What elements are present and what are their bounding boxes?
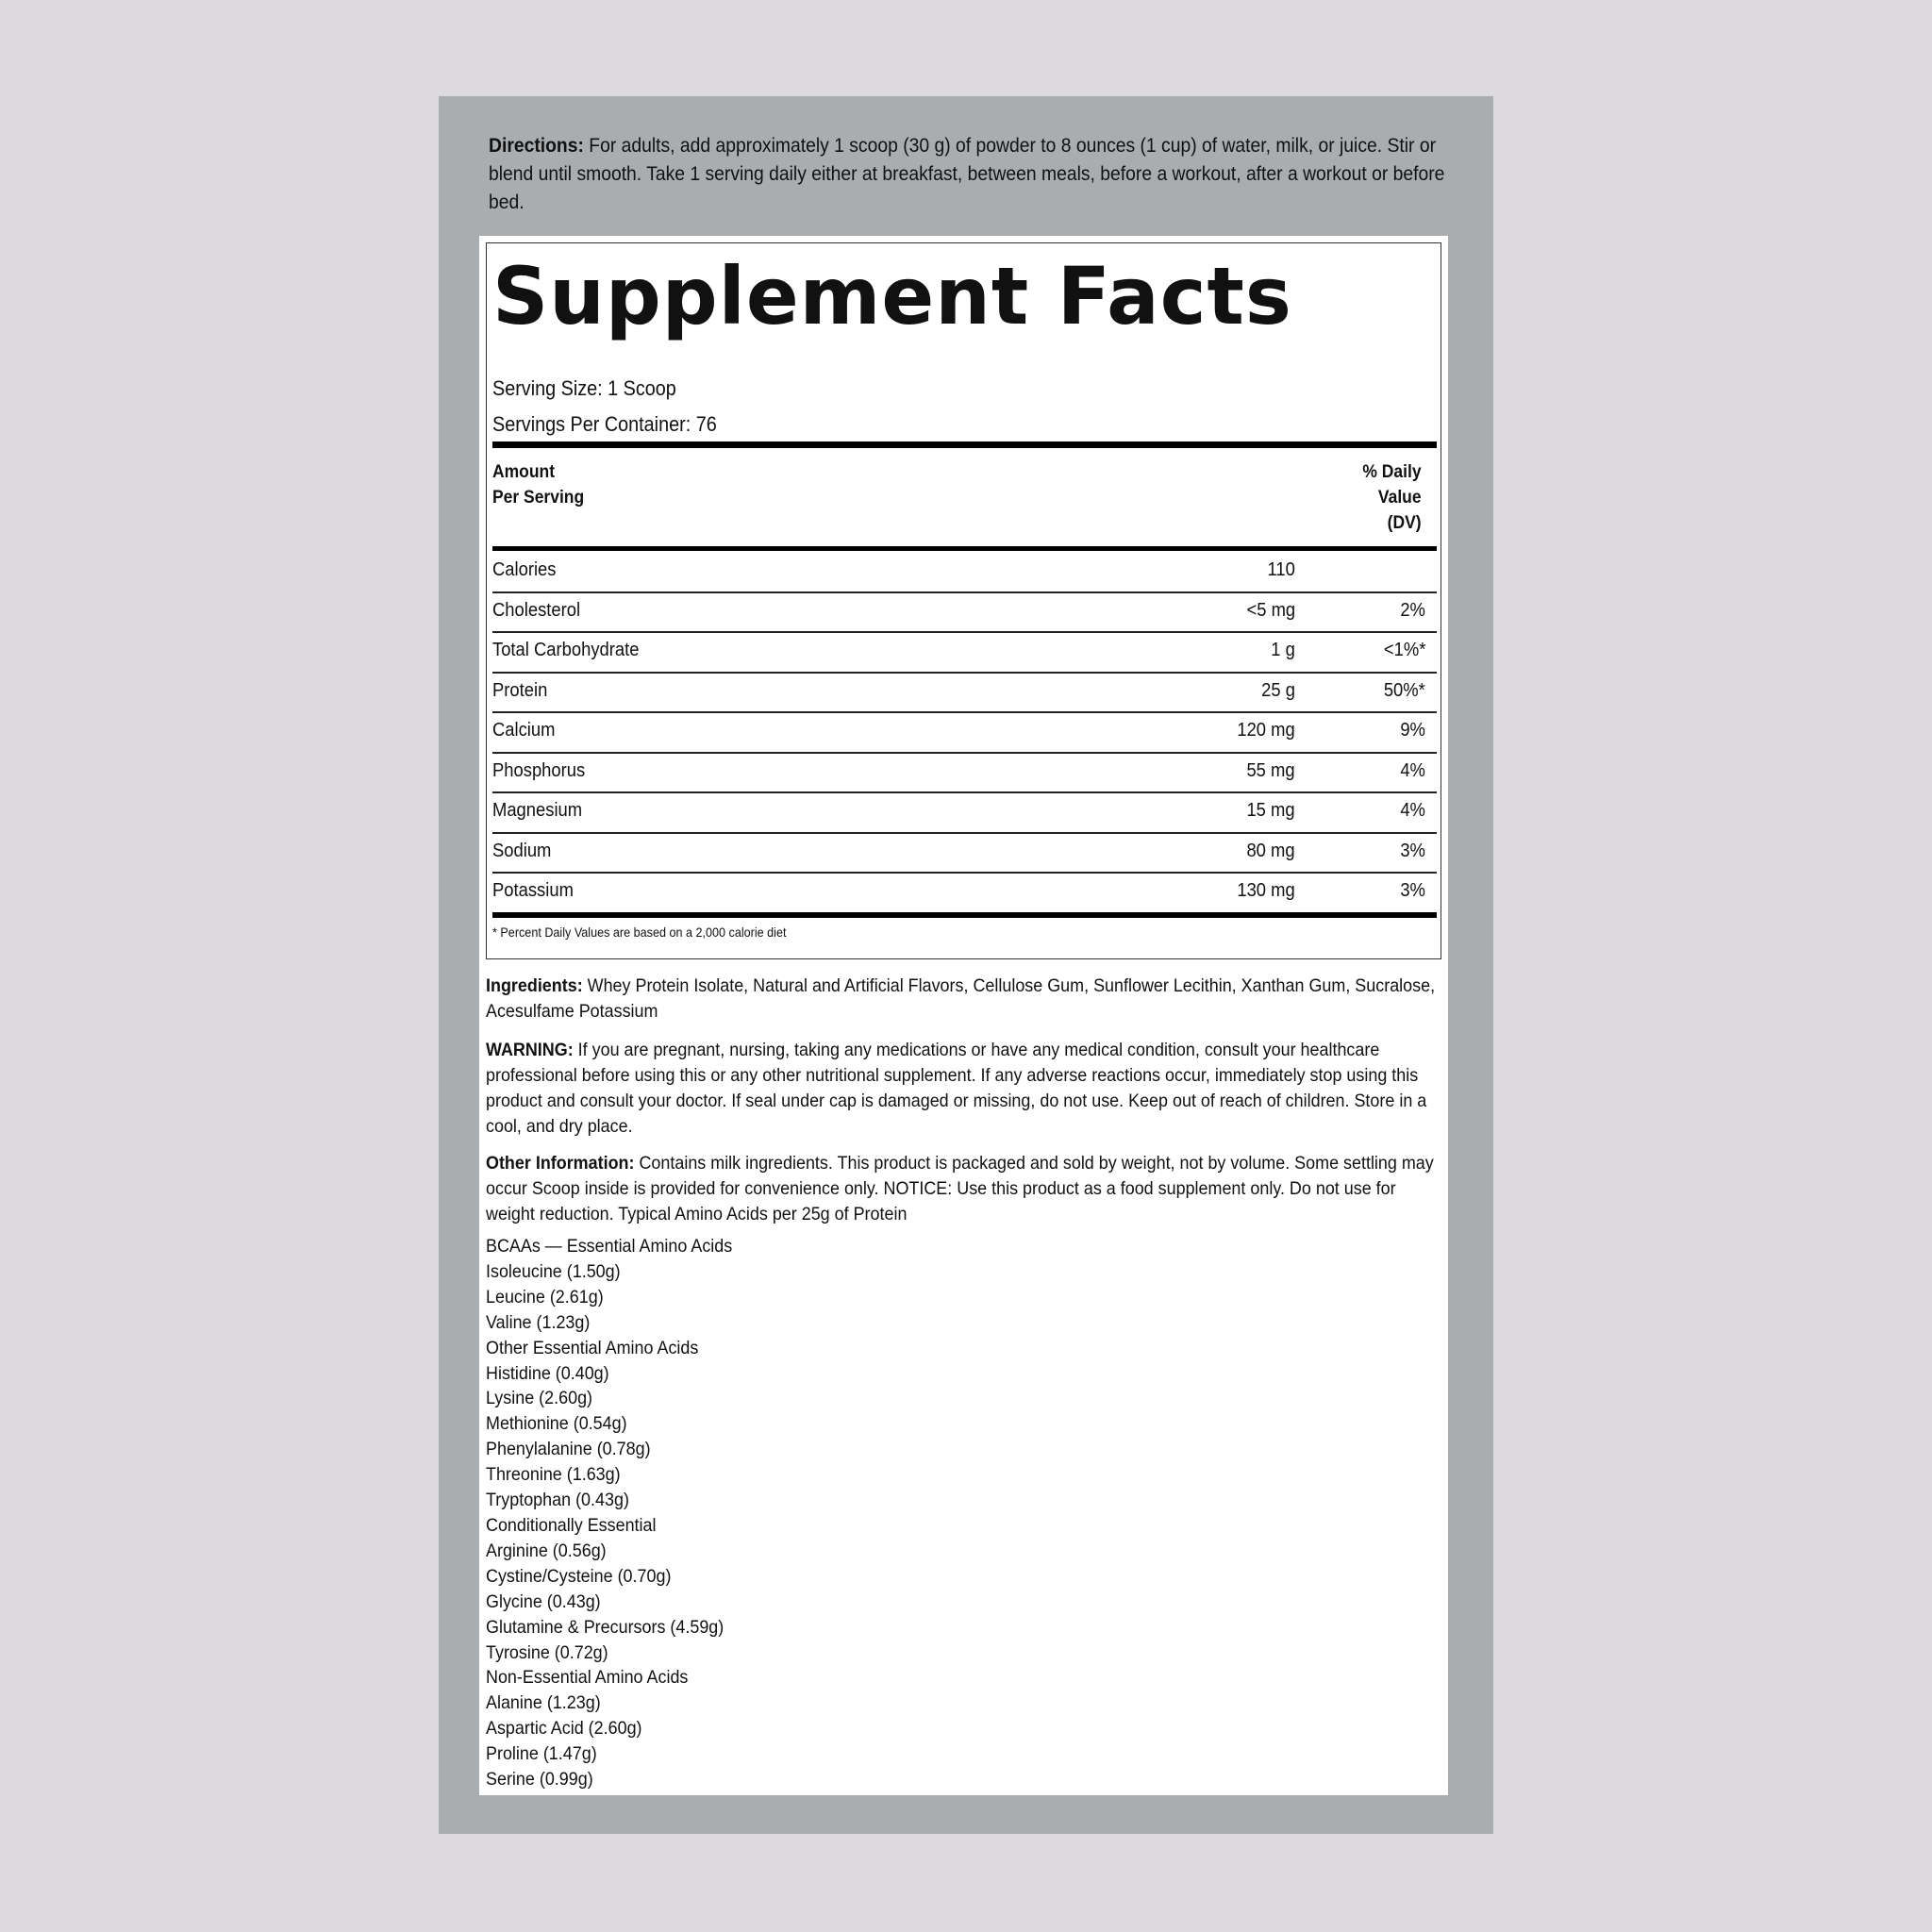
nutrient-amount: 110 bbox=[1267, 559, 1295, 580]
list-item: Leucine (2.61g) bbox=[486, 1286, 604, 1307]
warning-body: If you are pregnant, nursing, taking any medications or have any medical condition, consult your healthcare professional before using this or any other nutritional supplement. If any adverse reactions occur, immediately stop using this product and consult your doctor. If seal under cap is damaged or missing, do not use. Keep out of reach of children. Store in a cool, and dry place. bbox=[486, 1040, 1427, 1137]
nutrient-dv: 2% bbox=[1400, 600, 1425, 621]
list-item: Tryptophan (0.43g) bbox=[486, 1490, 629, 1511]
list-item: Alanine (1.23g) bbox=[486, 1692, 601, 1714]
nutrient-amount: 1 g bbox=[1271, 640, 1295, 660]
header-dv: (DV) bbox=[1388, 513, 1422, 533]
list-item: Arginine (0.56g) bbox=[486, 1540, 607, 1561]
nutrient-dv: 50%* bbox=[1384, 680, 1425, 701]
serving-size: Serving Size: 1 Scoop bbox=[492, 376, 676, 400]
divider-thick bbox=[492, 441, 1437, 448]
list-item: BCAAs — Essential Amino Acids bbox=[486, 1236, 733, 1257]
nutrient-amount: 120 mg bbox=[1237, 720, 1295, 741]
nutrient-amount: <5 mg bbox=[1246, 600, 1295, 621]
nutrient-name: Phosphorus bbox=[492, 760, 586, 781]
list-item: Threonine (1.63g) bbox=[486, 1464, 621, 1486]
list-item: Other Essential Amino Acids bbox=[486, 1337, 699, 1358]
list-item: Conditionally Essential bbox=[486, 1514, 657, 1536]
daily-value-footnote: * Percent Daily Values are based on a 2,000 calorie diet bbox=[492, 924, 787, 940]
servings-per-container: Servings Per Container: 76 bbox=[492, 412, 717, 436]
facts-row bbox=[492, 592, 1437, 632]
nutrient-dv: 4% bbox=[1400, 760, 1425, 781]
nutrient-name: Protein bbox=[492, 680, 548, 701]
facts-row bbox=[492, 833, 1437, 873]
ingredients-label: Ingredients: bbox=[486, 975, 583, 996]
header-amount: Amount bbox=[492, 462, 556, 482]
facts-row bbox=[492, 673, 1437, 712]
label-card bbox=[479, 236, 1448, 1795]
divider-thick bbox=[492, 546, 1437, 551]
list-item: Histidine (0.40g) bbox=[486, 1362, 609, 1384]
list-item: Methionine (0.54g) bbox=[486, 1413, 627, 1435]
header-value: Value bbox=[1378, 488, 1422, 508]
ingredients-body: Whey Protein Isolate, Natural and Artificial Flavors, Cellulose Gum, Sunflower Lecithin, Xanthan Gum, Sucralose, Acesulfame Potassium bbox=[486, 975, 1436, 1022]
directions-body: For adults, add approximately 1 scoop (30 g) of powder to 8 ounces (1 cup) of water, milk, or juice. Stir or blend until smooth. Take 1 serving daily either at breakfast, between meals, before a workout, after a workout or before bed. bbox=[489, 135, 1445, 213]
list-item: Proline (1.47g) bbox=[486, 1743, 597, 1765]
nutrient-amount: 15 mg bbox=[1246, 800, 1295, 821]
divider-thick bbox=[492, 912, 1437, 918]
header-amount-per-serving bbox=[492, 459, 584, 510]
facts-row bbox=[492, 712, 1437, 752]
nutrient-amount: 80 mg bbox=[1246, 841, 1295, 861]
list-item: Valine (1.23g) bbox=[486, 1311, 591, 1333]
facts-row bbox=[492, 873, 1437, 912]
nutrient-name: Sodium bbox=[492, 841, 552, 861]
nutrient-amount: 130 mg bbox=[1237, 880, 1295, 901]
list-item: Isoleucine (1.50g) bbox=[486, 1260, 621, 1282]
nutrient-name: Calories bbox=[492, 559, 557, 580]
amino-acid-list bbox=[486, 1234, 732, 1792]
list-item: Cystine/Cysteine (0.70g) bbox=[486, 1565, 672, 1587]
nutrient-name: Cholesterol bbox=[492, 600, 581, 621]
facts-title: Supplement Facts bbox=[492, 250, 1292, 342]
warning-label: WARNING: bbox=[486, 1040, 574, 1060]
supplement-facts-box bbox=[486, 242, 1441, 959]
other-information-label: Other Information: bbox=[486, 1153, 635, 1174]
directions-text bbox=[489, 132, 1448, 217]
header-daily-value bbox=[1363, 459, 1422, 536]
ingredients-paragraph bbox=[486, 974, 1443, 1024]
directions-label: Directions: bbox=[489, 135, 584, 157]
nutrient-name: Potassium bbox=[492, 880, 574, 901]
list-item: Glycine (0.43g) bbox=[486, 1591, 601, 1612]
facts-row bbox=[492, 632, 1437, 672]
nutrient-amount: 55 mg bbox=[1246, 760, 1295, 781]
header-daily: % Daily bbox=[1362, 462, 1422, 482]
facts-row bbox=[492, 552, 1437, 591]
label-panel bbox=[439, 96, 1493, 1834]
other-information-body: Contains milk ingredients. This product is packaged and sold by weight, not by volume. Some settling may occur Scoop inside is provided for convenience only. NOTICE: Use this product as a food supplement only. Do not use for weight reduction. Typical Amino Acids per 25g of Protein bbox=[486, 1153, 1434, 1224]
nutrient-name: Calcium bbox=[492, 720, 556, 741]
warning-paragraph bbox=[486, 1038, 1443, 1140]
header-per-serving: Per Serving bbox=[492, 488, 585, 508]
other-information-paragraph bbox=[486, 1151, 1443, 1227]
list-item: Non-Essential Amino Acids bbox=[486, 1667, 689, 1689]
nutrient-name: Magnesium bbox=[492, 800, 583, 821]
list-item: Phenylalanine (0.78g) bbox=[486, 1439, 651, 1460]
nutrient-dv: 3% bbox=[1400, 841, 1425, 861]
list-item: Aspartic Acid (2.60g) bbox=[486, 1718, 642, 1740]
nutrient-dv: 4% bbox=[1400, 800, 1425, 821]
list-item: Serine (0.99g) bbox=[486, 1769, 593, 1790]
list-item: Tyrosine (0.72g) bbox=[486, 1641, 608, 1663]
nutrient-amount: 25 g bbox=[1261, 680, 1295, 701]
facts-row bbox=[492, 753, 1437, 792]
nutrient-dv: <1%* bbox=[1383, 640, 1425, 660]
nutrient-dv: 9% bbox=[1400, 720, 1425, 741]
list-item: Glutamine & Precursors (4.59g) bbox=[486, 1616, 724, 1638]
nutrient-dv: 3% bbox=[1400, 880, 1425, 901]
list-item: Lysine (2.60g) bbox=[486, 1388, 593, 1409]
facts-row bbox=[492, 792, 1437, 832]
nutrient-name: Total Carbohydrate bbox=[492, 640, 640, 660]
